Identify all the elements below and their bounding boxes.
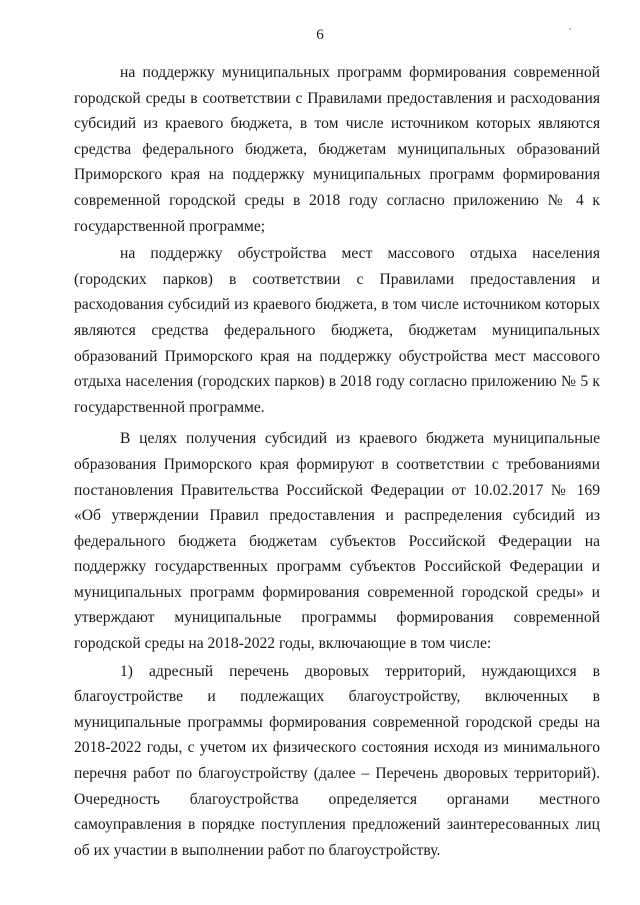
paragraph-subsidy-requirements: В целях получения субсидий из краевого бюджета муниципальные образования Приморского края формируют в соответствии с требованиями постановления Правительства Российской Федерации от 10.02.2017 № 169 «Об утверждении Правил предоставления и распределения субсидий из федерального бюджета бюджетам субъектов Российской Федерации на поддержку государственных программ субъектов Российской Федерации и муниципальных программ формирования современной городской среды» и утверждают муниципальные программы формирования современной городской среды на 2018-2022 годы, включающие в том числе: (74, 430, 600, 653)
paragraph-municipal-programs-subsidy: на поддержку муниципальных программ формирования современной городской среды в соответствии с Правилами предоставления и расходования субсидий из краевого бюджета, в том числе источником которых являются средства федерального бюджета, бюджетам муниципальных образований Приморского края на поддержку муниципальных программ формирования современной городской среды в 2018 году согласно приложению № 4 к государственной программе; (74, 64, 600, 235)
document-body (74, 60, 600, 863)
paragraph-city-parks-subsidy: на поддержку обустройства мест массового отдыха населения (городских парков) в соответствии с Правилами предоставления и расходования субсидий из краевого бюджета, в том числе источником которых являются средства федерального бюджета, бюджетам муниципальных образований Приморского края на поддержку обустройства мест массового отдыха населения (городских парков) в 2018 году согласно приложению № 5 к государственной программе. (74, 245, 600, 416)
paragraph-courtyard-list: 1) адресный перечень дворовых территорий, нуждающихся в благоустройстве и подлежащих благоустройству, включенных в муниципальные программы формирования современной городской среды на 2018-2022 годы, с учетом их физического состояния исходя из минимального перечня работ по благоустройству (далее – Перечень дворовых территорий). Очередность благоустройства определяется органами местного самоуправления в порядке поступления предложений заинтересованных лиц об их участии в выполнении работ по благоустройству. (74, 662, 600, 859)
page-number: 6 (316, 27, 324, 43)
